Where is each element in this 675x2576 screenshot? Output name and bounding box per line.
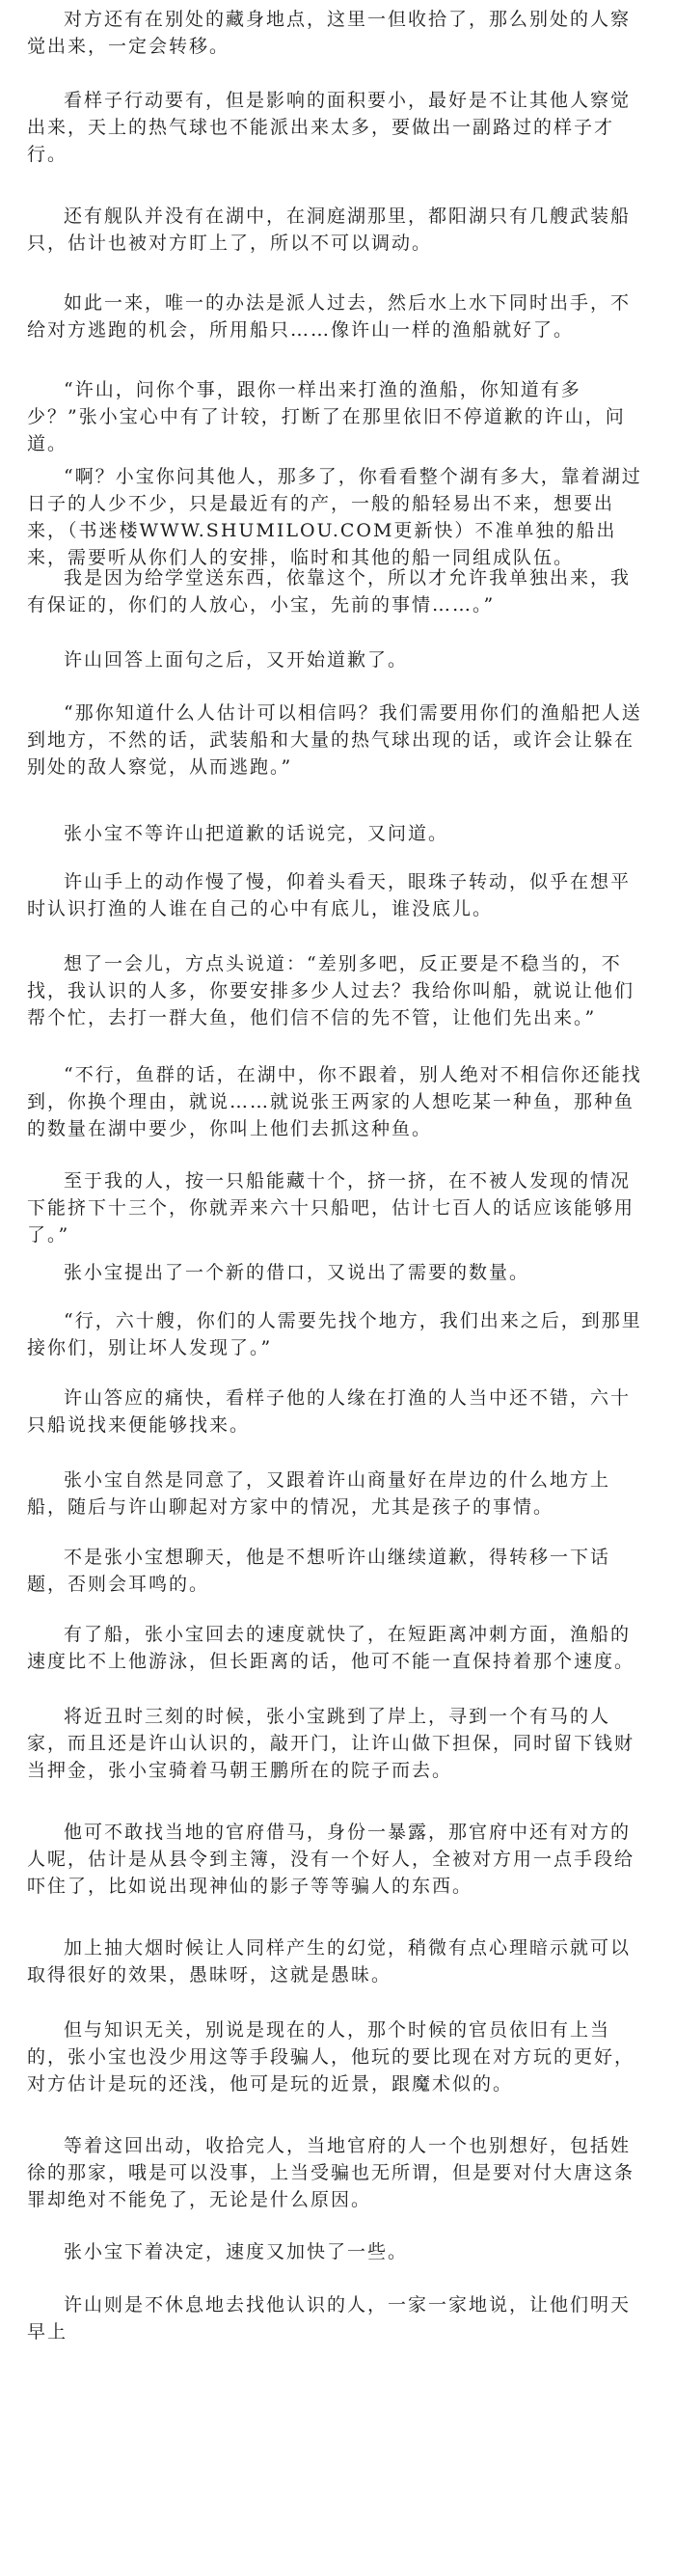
paragraph: 看样子行动要有，但是影响的面积要小，最好是不让其他人察觉出来，天上的热气球也不能派出来太多，要做出一副路过的样子才行。 [27, 90, 632, 165]
paragraph: 加上抽大烟时候让人同样产生的幻觉，稍微有点心理暗示就可以取得很好的效果，愚昧呀，这就是愚昧。 [27, 1937, 632, 1986]
paragraph: 我是因为给学堂送东西，依靠这个，所以才允许我单独出来，我有保证的，你们的人放心，小宝，先前的事情……。” [27, 567, 632, 616]
paragraph: 还有舰队并没有在湖中，在洞庭湖那里，都阳湖只有几艘武装船只，估计也被对方盯上了，所以不可以调动。 [27, 206, 632, 254]
paragraph: 他可不敢找当地的官府借马，身份一暴露，那官府中还有对方的人呢，估计是从县令到主簿，没有一个好人，全被对方用一点手段给吓住了，比如说出现神仙的影子等等骗人的东西。 [27, 1822, 635, 1897]
paragraph: “行，六十艘，你们的人需要先找个地方，我们出来之后，到那里接你们，别让坏人发现了。” [27, 1310, 642, 1358]
paragraph: 许山则是不休息地去找他认识的人，一家一家地说，让他们明天早上 [27, 2294, 632, 2343]
paragraph: 如此一来，唯一的办法是派人过去，然后水上水下同时出手，不给对方逃跑的机会，所用船只……像许山一样的渔船就好了。 [27, 292, 632, 341]
paragraph: 但与知识无关，别说是现在的人，那个时候的官员依旧有上当的，张小宝也没少用这等手段骗人，他玩的要比现在对方玩的更好，对方估计是玩的还浅，他可是玩的近景，跟魔术似的。 [27, 2019, 635, 2095]
paragraph: 许山答应的痛快，看样子他的人缘在打渔的人当中还不错，六十只船说找来便能够找来。 [27, 1387, 632, 1436]
paragraph: 张小宝自然是同意了，又跟着许山商量好在岸边的什么地方上船，随后与许山聊起对方家中的情况，尤其是孩子的事情。 [27, 1469, 611, 1518]
paragraph: 许山回答上面句之后，又开始道歉了。 [64, 649, 409, 671]
paragraph: “不行，鱼群的话，在湖中，你不跟着，别人绝对不相信你还能找到，你换个理由，就说……就说张王两家的人想吃某一种鱼，那种鱼的数量在湖中要少，你叫上他们去抓这种鱼。 [27, 1064, 642, 1139]
paragraph: 对方还有在别处的藏身地点，这里一但收拾了，那么别处的人察觉出来，一定会转移。 [27, 9, 632, 57]
paragraph: 不是张小宝想聊天，他是不想听许山继续道歉，得转移一下话题，否则会耳鸣的。 [27, 1547, 611, 1595]
paragraph: 有了船，张小宝回去的速度就快了，在短距离冲刺方面，渔船的速度比不上他游泳，但长距离的话，他可不能一直保持着那个速度。 [27, 1624, 635, 1672]
paragraph: 想了一会儿，方点头说道：“差别多吧，反正要是不稳当的，不找，我认识的人多，你要安排多少人过去？我给你叫船，就说让他们帮个忙，去打一群大鱼，他们信不信的先不管，让他们先出来。” [27, 953, 635, 1028]
paragraph: “那你知道什么人估计可以相信吗？我们需要用你们的渔船把人送到地方，不然的话，武装船和大量的热气球出现的话，或许会让躲在别处的敌人察觉，从而逃跑。” [27, 702, 642, 778]
paragraph: 张小宝提出了一个新的借口，又说出了需要的数量。 [64, 1262, 530, 1283]
paragraph: 张小宝不等许山把道歉的话说完，又问道。 [64, 823, 449, 844]
paragraph: 将近丑时三刻的时候，张小宝跳到了岸上，寻到一个有马的人家，而且还是许山认识的，敲开门，让许山做下担保，同时留下钱财当押金，张小宝骑着马朝王鹏所在的院子而去。 [27, 1706, 635, 1781]
paragraph: 至于我的人，按一只船能藏十个，挤一挤，在不被人发现的情况下能挤下十三个，你就弄来六十只船吧，估计七百人的话应该能够用了。” [27, 1170, 635, 1246]
paragraph: “许山，问你个事，跟你一样出来打渔的渔船，你知道有多少？”张小宝心中有了计较，打断了在那里依旧不停道歉的许山，问道。 [27, 379, 626, 454]
paragraph: 张小宝下着决定，速度又加快了一些。 [64, 2241, 409, 2262]
paragraph: 等着这回出动，收拾完人，当地官府的人一个也别想好，包括姓徐的那家，哦是可以没事，上当受骗也无所谓，但是要对付大唐这条罪却绝对不能免了，无论是什么原因。 [27, 2135, 635, 2210]
paragraph: 许山手上的动作慢了慢，仰着头看天，眼珠子转动，似乎在想平时认识打渔的人谁在自己的心中有底儿，谁没底儿。 [27, 871, 632, 919]
paragraph: “啊？小宝你问其他人，那多了，你看看整个湖有多大，靠着湖过日子的人少不少，只是最近有的产，一般的船轻易出不来，想要出来，（书迷楼WWW.SHUMILOU.COM更新快）不准单独的船出来，需要听从你们人的安排，临时和其他的船一同组成队伍。 [27, 466, 642, 568]
